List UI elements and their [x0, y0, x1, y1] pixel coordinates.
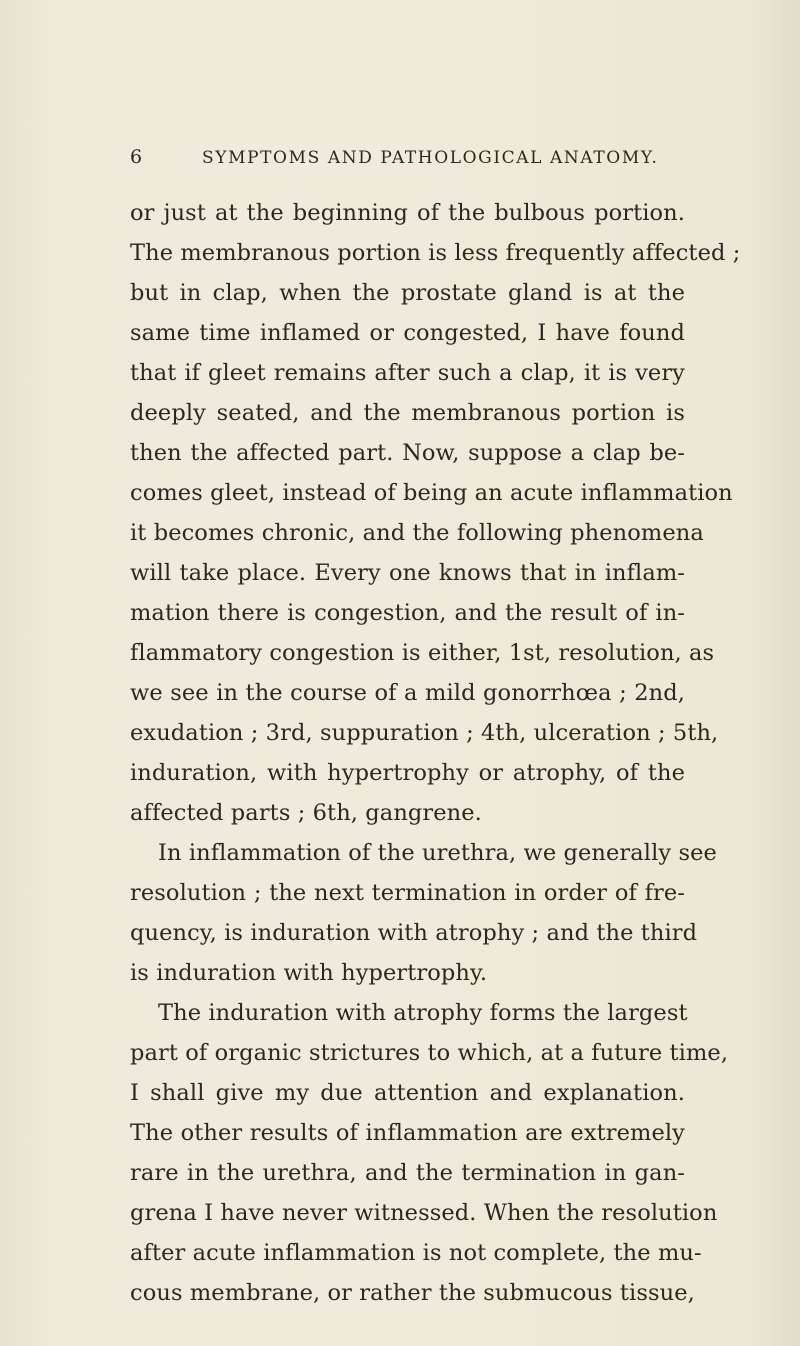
- text-line: part of organic strictures to which, at a future time,: [130, 1040, 729, 1066]
- text-line: rare in the urethra, and the termination in gan-: [130, 1160, 685, 1186]
- page-header: [130, 146, 690, 170]
- text-line: quency, is induration with atrophy ; and the third: [130, 920, 698, 946]
- text-line: it becomes chronic, and the following phenomena: [130, 520, 704, 546]
- text-line: induration, with hypertrophy or atrophy, of the: [130, 760, 685, 786]
- body-text: [130, 193, 741, 1313]
- text-line: cous membrane, or rather the submucous tissue,: [130, 1280, 695, 1306]
- text-line: resolution ; the next termination in order of fre-: [130, 880, 685, 906]
- text-line: will take place. Every one knows that in inflam-: [130, 560, 685, 586]
- text-line: after acute inflammation is not complete, the mu-: [130, 1240, 702, 1266]
- text-line: comes gleet, instead of being an acute inflammation: [130, 480, 733, 506]
- text-line: grena I have never witnessed. When the resolution: [130, 1200, 718, 1226]
- text-line: or just at the beginning of the bulbous portion.: [130, 200, 685, 226]
- text-line: we see in the course of a mild gonorrhœa ; 2nd,: [130, 680, 685, 706]
- text-line: The induration with atrophy forms the largest: [158, 1000, 688, 1026]
- text-line: The membranous portion is less frequently affected ;: [130, 240, 741, 266]
- text-line: then the affected part. Now, suppose a clap be-: [130, 440, 685, 466]
- text-line: that if gleet remains after such a clap, it is very: [130, 360, 685, 386]
- text-line: The other results of inflammation are extremely: [130, 1120, 685, 1146]
- text-line: same time inflamed or congested, I have found: [130, 320, 685, 346]
- text-line: affected parts ; 6th, gangrene.: [130, 800, 482, 826]
- page-number: 6: [130, 146, 143, 168]
- text-line: exudation ; 3rd, suppuration ; 4th, ulceration ; 5th,: [130, 720, 719, 746]
- text-line: I shall give my due attention and explanation.: [130, 1080, 685, 1106]
- text-line: In inflammation of the urethra, we generally see: [158, 840, 717, 866]
- text-line: but in clap, when the prostate gland is at the: [130, 280, 685, 306]
- text-line: mation there is congestion, and the result of in-: [130, 600, 685, 626]
- text-line: flammatory congestion is either, 1st, resolution, as: [130, 640, 715, 666]
- text-line: is induration with hypertrophy.: [130, 960, 488, 986]
- text-line: deeply seated, and the membranous portion is: [130, 400, 685, 426]
- running-head: SYMPTOMS AND PATHOLOGICAL ANATOMY.: [202, 148, 659, 168]
